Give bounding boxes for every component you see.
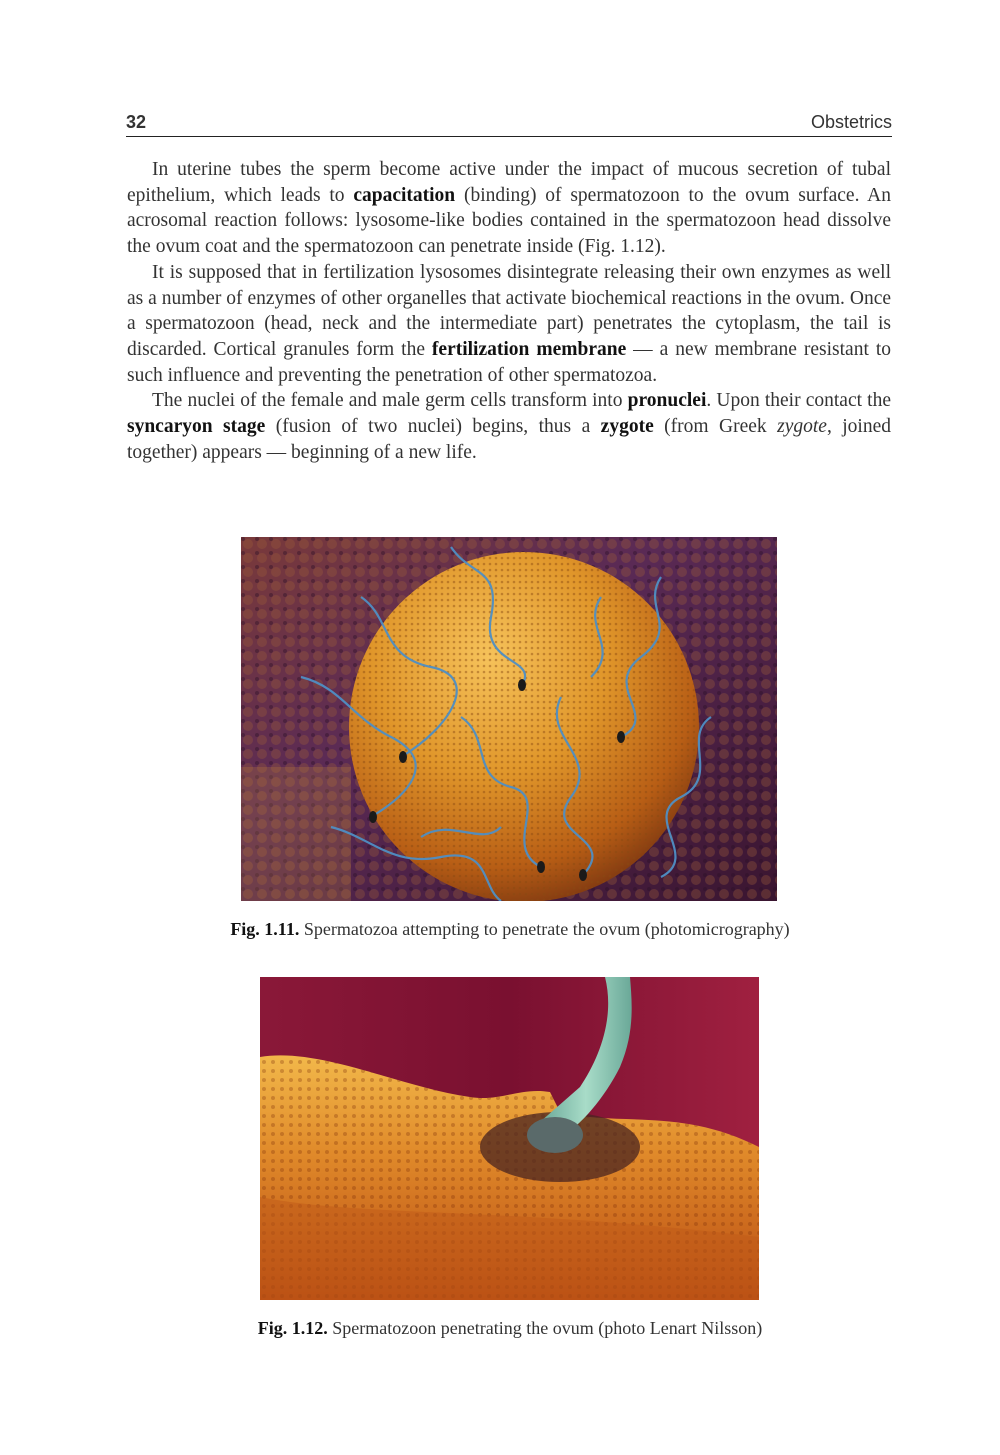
page-number: 32 xyxy=(126,112,147,132)
figure-caption-text: Spermatozoon penetrating the ovum (photo Lenart Nilsson) xyxy=(327,1318,763,1338)
paragraph-text: The nuclei of the female and male germ cells transform into xyxy=(152,390,628,412)
paragraph-text: — a new membrane resistant to such influence and preventing the penetration of other spermatozoa. xyxy=(127,338,891,386)
figure-caption-text: Spermatozoa attempting to penetrate the ovum (photomicrography) xyxy=(299,919,790,939)
paragraph-text: , joined together) appears — beginning of a new life. xyxy=(127,416,891,463)
paragraph-text: It is supposed that in fertilization lysosomes disintegrate releasing their own enzymes as well as a number of enzymes of other organelles that activate biochemical reactions in the ovum. Once a spermatozoon (head, neck and the intermediate part) penetrates the cytoplasm, the tail is discarded. Cortical granules form the xyxy=(127,261,891,360)
paragraph-3 xyxy=(127,388,891,465)
figure-1-11-caption xyxy=(100,919,920,940)
paragraph-text: In uterine tubes the sperm become active under the impact of mucous secretion of tubal epithelium, which leads to xyxy=(127,159,891,206)
term-capacitation: capacitation xyxy=(353,184,456,206)
paragraph-text: . Upon their contact the xyxy=(706,390,891,412)
term-syncaryon-stage: syncaryon stage xyxy=(127,416,266,438)
running-title: Obstetrics xyxy=(810,112,892,132)
body-text xyxy=(127,157,891,465)
figure-1-12-photo xyxy=(260,977,759,1300)
term-fertilization-membrane: fertilization membrane xyxy=(431,338,627,360)
figure-1-12-caption xyxy=(100,1318,920,1339)
paragraph-2 xyxy=(127,260,891,389)
figure-label: Fig. 1.11. xyxy=(230,919,300,939)
term-pronuclei: pronuclei xyxy=(627,390,707,412)
paragraph-text: (fusion of two nuclei) begins, thus a xyxy=(265,416,601,438)
paragraph-text: (from Greek xyxy=(653,416,778,438)
term-zygote: zygote xyxy=(600,416,654,438)
paragraph-1 xyxy=(127,157,891,260)
figure-label: Fig. 1.12. xyxy=(257,1318,328,1338)
paragraph-text: (binding) of spermatozoon to the ovum surface. An acrosomal reaction follows: lysosome-like bodies contained in the spermatozoon head dissolve the ovum coat and the spermatozoon can penetrate inside (Fig. 1.12). xyxy=(127,184,891,258)
term-zygote-greek: zygote xyxy=(777,416,827,438)
figure-1-11-photo xyxy=(241,537,777,901)
running-header xyxy=(126,112,892,137)
